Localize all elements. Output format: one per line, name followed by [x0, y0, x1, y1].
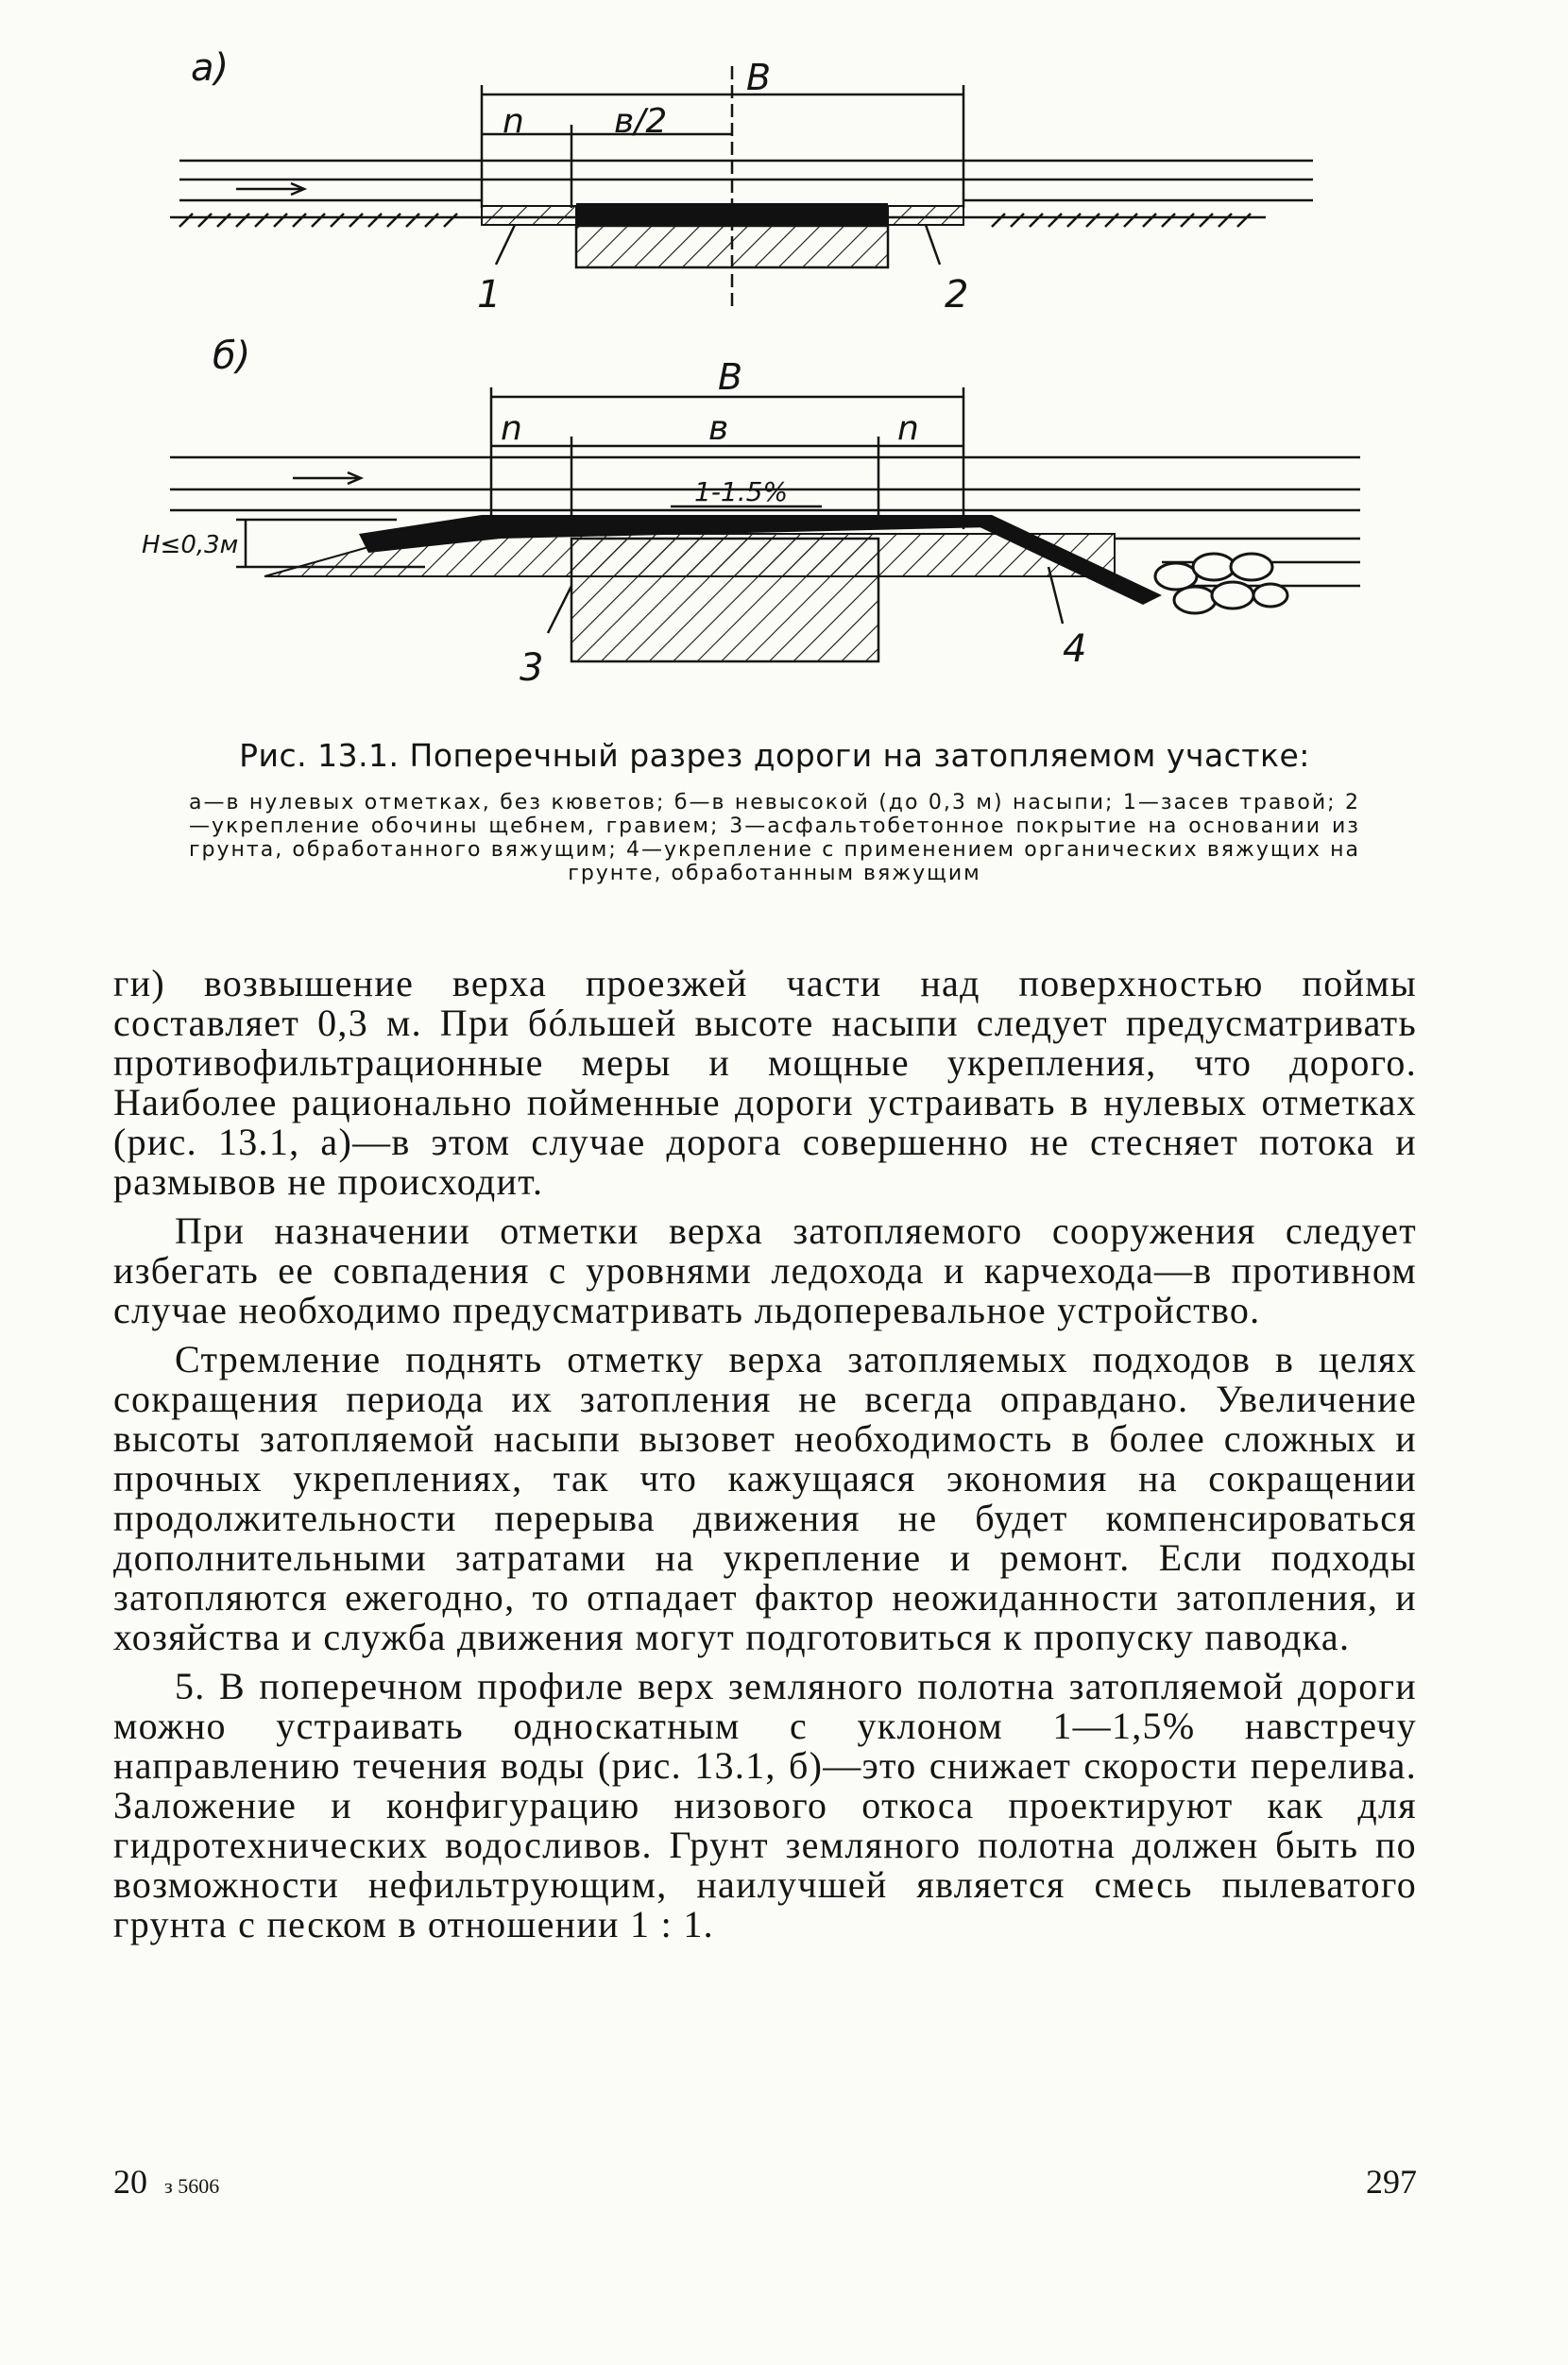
body-text	[113, 964, 1417, 1954]
paragraph: При назначении отметки верха затопляемого сооружения следует избегать ее совпадения с уровнями ледохода и карчехода—в противном случае необходимо предусматривать льдоперевальное устройство.	[113, 1209, 1417, 1331]
caption-body: а—в нулевых отметках, без кюветов; б—в невысокой (до 0,3 м) насыпи; 1—засев травой; 2—укрепление обочины щебнем, гравием; 3—асфальтобетонное покрытие на основании из грунта, обработанного вяжущим; 4—укрепление с применением органических вяжущих на грунте, обработанным вяжущим	[189, 791, 1360, 885]
figure-caption	[189, 737, 1360, 885]
callout-1: 1	[477, 273, 502, 317]
paragraph: Стремление поднять отметку верха затопляемых подходов в целях сокращения периода их затопления не всегда оправдано. Увеличение высоты затопляемой насыпи вызовет необходимость в более сложных и прочных укреплениях, так что кажущаяся экономия на сокращении продолжительности перерыва движения не будет компенсироваться дополнительными затратами на укрепление и ремонт. Если подходы затопляются ежегодно, то отпадает фактор неожиданности затопления, и хозяйства и служба движения могут подготовиться к пропуску паводка.	[113, 1338, 1417, 1658]
caption-title: Рис. 13.1. Поперечный разрез дороги на затопляемом участке:	[239, 737, 1310, 774]
slope-label: 1-1.5%	[694, 476, 789, 507]
dim-b-b: в	[708, 409, 729, 448]
callout-3: 3	[520, 646, 544, 690]
panel-b-label: б)	[213, 334, 251, 378]
paragraph: ги) возвышение верха проезжей части над поверхностью поймы составляет 0,3 м. При бóльшей высоте насыпи следует предусматривать противофильтрационные меры и мощные укрепления, что дорого. Наиболее рационально пойменные дороги устраивать в нулевых отметках (рис. 13.1, а)—в этом случае дорога совершенно не стесняет потока и размывов не происходит.	[113, 962, 1417, 1203]
dim-B-b: В	[718, 356, 743, 398]
print-code: з 5606	[164, 2174, 220, 2198]
callout-4: 4	[1063, 627, 1087, 671]
page-number: 297	[1366, 2163, 1417, 2201]
dim-B-a: В	[746, 57, 772, 98]
paragraph: 5. В поперечном профиле верх земляного полотна затопляемой дороги можно устраивать односкатным с уклоном 1—1,5% навстречу направлению течения воды (рис. 13.1, б)—это снижает скорости перелива. Заложение и конфигурацию низового откоса проектируют как для гидротехнических водосливов. Грунт земляного полотна должен быть по возможности нефильтрующим, наилучшей является смесь пылеватого грунта с песком в отношении 1 : 1.	[113, 1665, 1417, 1945]
height-label: H≤0,3м	[142, 531, 239, 559]
road-cross-section-figure	[142, 38, 1360, 699]
signature-mark	[113, 2162, 219, 2202]
dim-n-left-b: n	[501, 409, 522, 448]
figure-drawing	[142, 38, 1360, 699]
dim-n-right-b: n	[897, 409, 919, 448]
signature-number: 20	[113, 2163, 147, 2201]
page-footer	[113, 2162, 1417, 2209]
callout-2: 2	[945, 273, 969, 317]
dim-n-a: n	[503, 102, 524, 141]
panel-a-label: а)	[191, 46, 230, 90]
dim-b2-a: в/2	[614, 102, 668, 141]
